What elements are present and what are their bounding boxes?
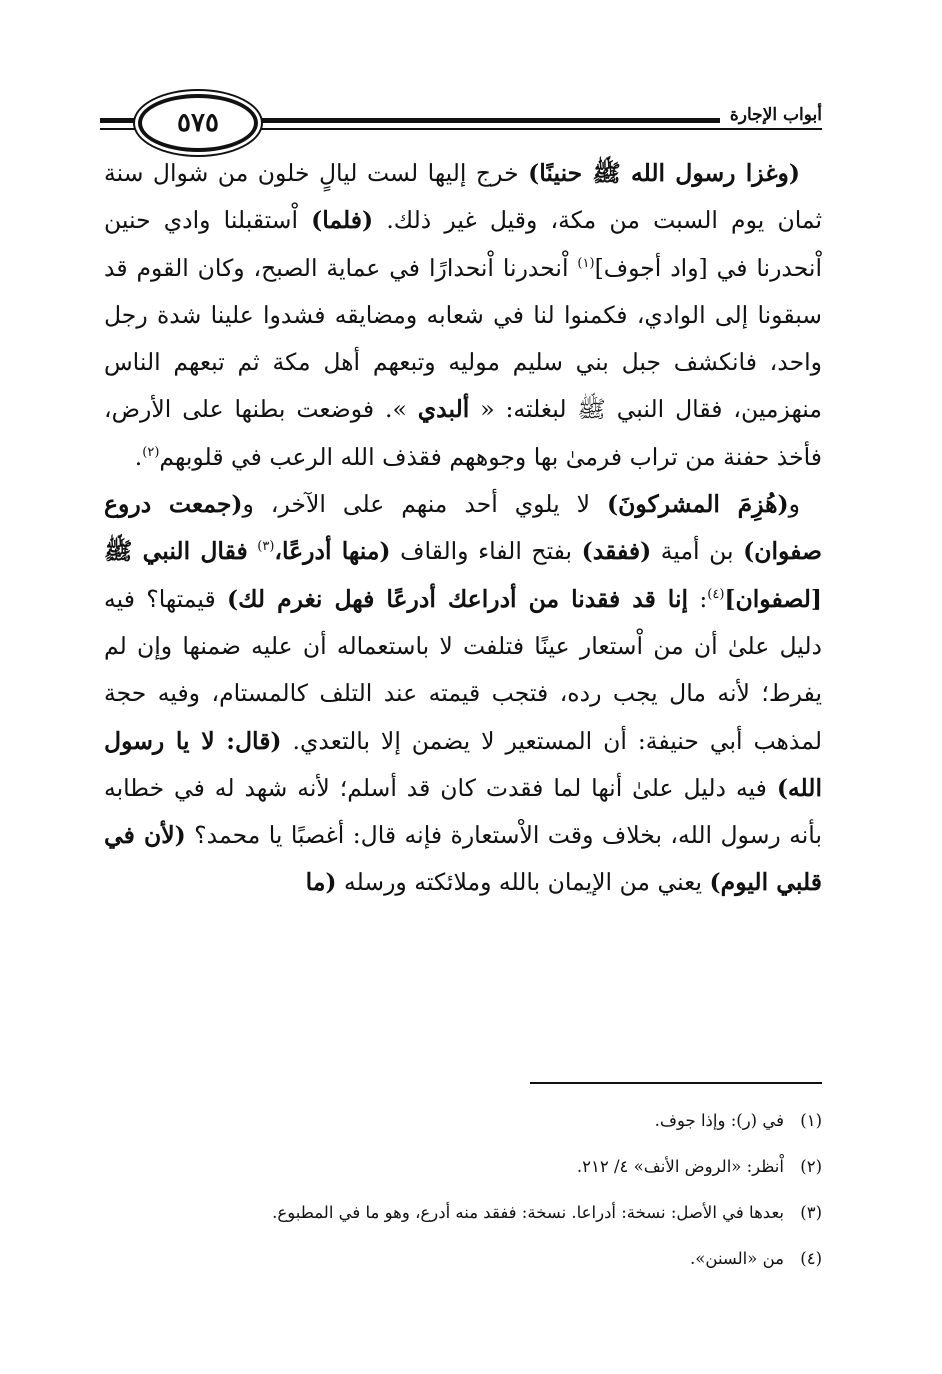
bold-text-run: (وغزا رسول الله ﷺ حنينًا): [528, 159, 800, 187]
bold-text-run: (فلما): [311, 206, 374, 235]
bold-text-run: (جمعت دروع صفوان): [104, 490, 822, 566]
bold-text-run: ألبدي: [417, 395, 470, 424]
bold-text-run: (قال: لا يا رسول الله): [104, 726, 822, 802]
main-text: [104, 150, 822, 907]
bold-text-run: (ما: [305, 868, 337, 897]
bold-text-run: فقال النبي ﷺ [لصفوان]: [104, 537, 822, 613]
footnotes: [104, 1098, 822, 1282]
text-run: لا يلوي أحد منهم على الآخر، و: [242, 490, 607, 519]
text-run: ». فوضعت بطنها على الأرض، فأخذ حفنة من تراب فرمىٰ بها وجوههم فقذف الله الرعب في قلوبهم: [104, 395, 822, 471]
footnote-ref: (١): [577, 255, 595, 271]
text-run: يعني من الإيمان بالله وملائكته ورسله: [336, 868, 710, 897]
text-run: [248, 537, 258, 565]
paragraph-2: [104, 481, 822, 907]
bold-text-run: (منها أدرعًا،: [274, 537, 391, 566]
text-run: اْستقبلنا وادي حنين اْنحدرنا في [واد أجوف]: [104, 206, 823, 282]
text-run: بن أمية: [651, 537, 744, 566]
footnote-ref: (٢): [142, 444, 160, 460]
page-number-badge: [138, 94, 258, 152]
text-run: اْنحدرنا اْنحدارًا في عماية الصبح، وكان القوم قد سبقونا إلى الوادي، فكمنوا لنا في شعابه ومضايقه فشدوا علينا شدة رجل واحد، فانكشف جبل بني سليم موليه وتبعهم أهل مكة ثم تبعهم الناس منهزمين، فقال النبي ﷺ لبغلته: «: [104, 253, 822, 424]
paragraph-1: [104, 150, 822, 481]
text-run: قيمتها؟ فيه دليل علىٰ أن من اْستعار عينًا فتلفت لا باستعماله أن عليه ضمنها وإن لم يفرط؛ لأنه مال يجب رده، فتجب قيمته عند التلف كالمستام، وفيه حجة لمذهب أبي حنيفة: أن المستعير لا يضمن إلا بالتعدي.: [104, 584, 823, 755]
footnote-number: (٢): [800, 1157, 822, 1176]
bold-text-run: إنا قد فقدنا من أدراعك أدرعًا فهل نغرم لك): [226, 584, 689, 613]
text-run: .: [134, 442, 143, 471]
text-run: و: [788, 490, 800, 519]
page-number: ٥٧٥: [177, 108, 219, 138]
bold-text-run: (ففقد): [581, 537, 652, 566]
footnote-ref: (٤): [707, 586, 725, 602]
footnote-2: [104, 1144, 822, 1190]
footnote-number: (٣): [800, 1203, 822, 1222]
bold-text-run: (هُزِمَ المشركونَ): [607, 490, 789, 519]
text-run: بفتح الفاء والقاف: [390, 537, 582, 566]
footnote-number: (٤): [800, 1249, 822, 1268]
footnote-4: [104, 1236, 822, 1282]
text-run: :: [688, 584, 708, 613]
footnote-text: بعدها في الأصل: نسخة: أدراعا. نسخة: ففقد منه أدرع، وهو ما في المطبوع.: [272, 1203, 784, 1222]
footnote-1: [104, 1098, 822, 1144]
footnote-text: اْنظر: «الروض الأنف» ٤/ ٢١٢.: [576, 1157, 784, 1176]
footnote-3: [104, 1190, 822, 1236]
footnote-text: في (ر): وإذا جوف.: [654, 1111, 784, 1130]
footnote-text: من «السنن».: [690, 1249, 784, 1268]
text-run: فيه دليل علىٰ أنها لما فقدت كان قد أسلم؛ لأنه شهد له في خطابه بأنه رسول الله، بخلاف وقت الاْستعارة فإنه قال: أغصبًا يا محمد؟: [104, 773, 823, 850]
bold-text-run: (لأن في قلبي اليوم): [104, 821, 822, 897]
running-title: أبواب الإجارة: [720, 102, 822, 128]
footnote-separator: [530, 1082, 822, 1084]
footnote-number: (١): [800, 1111, 822, 1130]
text-run: خرج إليها لست ليالٍ خلون من شوال سنة ثمان يوم السبت من مكة، وقيل غير ذلك.: [104, 159, 822, 235]
footnote-ref: (٣): [257, 539, 275, 555]
